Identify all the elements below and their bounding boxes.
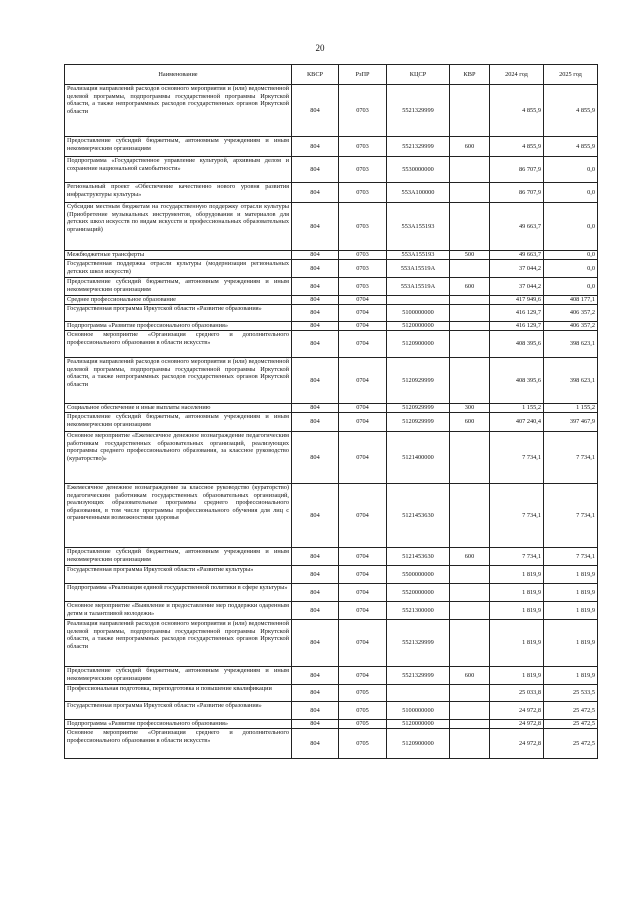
table-cell-2024: 37 044,2 [490,278,544,296]
table-cell-name: Основное мероприятие «Выявление и предоставление мер поддержки одаренным детям и талантливой молодежи» [65,602,292,620]
table-cell-rzpr: 0704 [339,305,387,322]
table-cell-2024: 37 044,2 [490,260,544,278]
table-cell-2024: 416 129,7 [490,305,544,322]
table-cell-rzpr: 0704 [339,322,387,331]
table-cell-kcsr: 553A15519A [387,260,450,278]
table-cell-name: Межбюджетные трансферты [65,251,292,260]
table-cell-kvsr: 804 [292,413,339,432]
table-cell-rzpr: 0704 [339,432,387,484]
table-cell-name: Региональный проект «Обеспечение качественно нового уровня развития инфраструктуры культуры» [65,183,292,203]
table-cell-kvsr: 804 [292,602,339,620]
table-row [65,584,598,602]
table-cell-kvsr: 804 [292,484,339,548]
table-cell-name: Основное мероприятие «Организация среднего и дополнительного профессионального образования в области искусств» [65,729,292,759]
table-cell-rzpr: 0703 [339,278,387,296]
table-cell-kvr [450,729,490,759]
table-cell-2025: 0,0 [544,260,598,278]
table-cell-2024: 86 707,9 [490,157,544,183]
table-row [65,331,598,358]
table-cell-name: Государственная программа Иркутской области «Развитие образования» [65,702,292,720]
table-cell-2024: 25 033,8 [490,685,544,702]
table-cell-rzpr: 0704 [339,584,387,602]
table-cell-name: Государственная программа Иркутской области «Развитие культуры» [65,566,292,584]
table-cell-2024: 1 155,2 [490,404,544,413]
table-cell-kvr [450,685,490,702]
table-cell-kvr: 600 [450,137,490,157]
table-cell-kcsr: 5120929999 [387,404,450,413]
table-header-row [65,65,598,85]
table-cell-kvsr: 804 [292,183,339,203]
table-cell-kvr [450,484,490,548]
table-cell-rzpr: 0704 [339,331,387,358]
table-cell-kvsr: 804 [292,584,339,602]
table-cell-kcsr: 553A15519A [387,278,450,296]
table-cell-kvr: 300 [450,404,490,413]
table-cell-kvsr: 804 [292,157,339,183]
table-cell-kcsr: 5521300000 [387,602,450,620]
table-cell-name: Предоставление субсидий бюджетным, автономным учреждениям и иным некоммерческим организациям [65,548,292,566]
table-row [65,620,598,667]
table-cell-2024: 49 663,7 [490,251,544,260]
table-cell-rzpr: 0703 [339,157,387,183]
table-cell-kcsr: 5100000000 [387,305,450,322]
table-row [65,548,598,566]
table-cell-kcsr [387,685,450,702]
table-cell-kvsr: 804 [292,296,339,305]
table-cell-2025: 25 472,5 [544,720,598,729]
table-cell-2024: 1 819,9 [490,667,544,685]
table-cell-kcsr: 5521329999 [387,85,450,137]
table-cell-rzpr: 0703 [339,137,387,157]
table-cell-kvsr: 804 [292,729,339,759]
table-cell-2025: 397 467,9 [544,413,598,432]
table-row [65,685,598,702]
table-cell-2025: 398 623,1 [544,358,598,404]
table-cell-kvsr: 804 [292,702,339,720]
table-row [65,251,598,260]
table-cell-2024: 7 734,1 [490,548,544,566]
table-row [65,260,598,278]
table-cell-kcsr: 5500000000 [387,566,450,584]
table-cell-2024: 1 819,9 [490,620,544,667]
table-cell-2025: 1 819,9 [544,584,598,602]
table-cell-kvsr: 804 [292,251,339,260]
table-cell-2024: 86 707,9 [490,183,544,203]
table-cell-2025: 0,0 [544,278,598,296]
table-cell-kcsr: 5521329999 [387,620,450,667]
table-cell-kcsr: 5121453630 [387,484,450,548]
table-cell-kcsr: 5120000000 [387,322,450,331]
table-row [65,322,598,331]
table-cell-2025: 1 819,9 [544,667,598,685]
table-cell-kcsr: 5521329999 [387,137,450,157]
column-header-kcsr: КЦСР [387,65,450,85]
table-cell-kvsr: 804 [292,685,339,702]
table-cell-name: Предоставление субсидий бюджетным, автономным учреждениям и иным некоммерческим организациям [65,137,292,157]
table-cell-kcsr: 5120900000 [387,729,450,759]
table-cell-kvsr: 804 [292,667,339,685]
table-cell-kcsr: 5100000000 [387,702,450,720]
table-cell-rzpr: 0704 [339,602,387,620]
table-cell-2024: 1 819,9 [490,584,544,602]
table-cell-kvr: 500 [450,251,490,260]
table-cell-kvr [450,331,490,358]
table-cell-2025: 4 855,9 [544,137,598,157]
table-cell-rzpr: 0704 [339,548,387,566]
table-cell-2025: 25 472,5 [544,729,598,759]
table-cell-kcsr: 5521329999 [387,667,450,685]
table-row [65,358,598,404]
table-cell-kvsr: 804 [292,260,339,278]
table-cell-kvr [450,566,490,584]
table-cell-kcsr: 5120929999 [387,413,450,432]
table-cell-kcsr: 5530000000 [387,157,450,183]
table-cell-2024: 49 663,7 [490,203,544,251]
table-row [65,157,598,183]
table-cell-rzpr: 0704 [339,620,387,667]
table-cell-kvsr: 804 [292,358,339,404]
table-body [65,85,598,759]
table-cell-name: Государственная программа Иркутской области «Развитие образования» [65,305,292,322]
table-cell-kvr: 600 [450,413,490,432]
table-cell-kvr [450,602,490,620]
table-row [65,296,598,305]
table-row [65,85,598,137]
table-cell-2025: 0,0 [544,157,598,183]
table-cell-rzpr: 0704 [339,296,387,305]
table-cell-rzpr: 0705 [339,720,387,729]
table-cell-kvsr: 804 [292,203,339,251]
table-cell-name: Подпрограмма «Развитие профессионального образования» [65,322,292,331]
budget-table [64,64,598,759]
table-cell-kcsr: 5121453630 [387,548,450,566]
table-cell-2025: 408 177,1 [544,296,598,305]
table-cell-2025: 406 357,2 [544,322,598,331]
table-cell-kvr [450,203,490,251]
table-cell-kvsr: 804 [292,305,339,322]
table-cell-name: Предоставление субсидий бюджетным, автономным учреждениям и иным некоммерческим организациям [65,667,292,685]
table-cell-2024: 7 734,1 [490,484,544,548]
table-row [65,278,598,296]
table-cell-2024: 408 395,6 [490,331,544,358]
table-cell-name: Профессиональная подготовка, переподготовка и повышение квалификации [65,685,292,702]
table-cell-kvsr: 804 [292,322,339,331]
table-cell-rzpr: 0703 [339,251,387,260]
table-cell-rzpr: 0704 [339,566,387,584]
table-cell-2025: 1 819,9 [544,620,598,667]
table-cell-name: Предоставление субсидий бюджетным, автономным учреждениям и иным некоммерческим организациям [65,278,292,296]
table-cell-2025: 25 533,5 [544,685,598,702]
table-cell-kvr: 600 [450,548,490,566]
table-cell-2025: 406 357,2 [544,305,598,322]
table-cell-kcsr [387,296,450,305]
table-cell-2024: 7 734,1 [490,432,544,484]
table-cell-name: Основное мероприятие «Ежемесячное денежное вознаграждение педагогическим работникам государственных образовательных организаций, реализующих программы среднего профессионального образования, за классное руководство (кураторство)» [65,432,292,484]
table-cell-rzpr: 0703 [339,203,387,251]
table-cell-2025: 7 734,1 [544,484,598,548]
table-cell-kvr [450,296,490,305]
table-row [65,602,598,620]
table-row [65,702,598,720]
table-cell-name: Субсидии местным бюджетам на государственную поддержку отрасли культуры (Приобретение музыкальных инструментов, оборудования и материалов для детских школ искусств по видам искусств и профессиональных образовательных организаций) [65,203,292,251]
column-header-rzpr: РзПР [339,65,387,85]
table-cell-2025: 7 734,1 [544,432,598,484]
column-header-2025: 2025 год [544,65,598,85]
table-cell-2024: 408 395,6 [490,358,544,404]
table-cell-rzpr: 0704 [339,404,387,413]
table-cell-kvsr: 804 [292,331,339,358]
table-cell-rzpr: 0705 [339,685,387,702]
table-cell-name: Реализация направлений расходов основного мероприятия и (или) ведомственной целевой программы, подпрограммы государственной программы Иркутской области, а также непрограммных расходов государственных органов Иркутской области [65,85,292,137]
table-cell-2025: 1 155,2 [544,404,598,413]
table-row [65,305,598,322]
table-row [65,203,598,251]
table-cell-2024: 407 240,4 [490,413,544,432]
table-cell-2025: 0,0 [544,251,598,260]
table-row [65,566,598,584]
table-cell-rzpr: 0704 [339,413,387,432]
table-cell-kvr [450,85,490,137]
table-cell-kvr [450,305,490,322]
table-cell-name: Среднее профессиональное образование [65,296,292,305]
table-cell-rzpr: 0703 [339,85,387,137]
table-cell-kvsr: 804 [292,432,339,484]
column-header-2024: 2024 год [490,65,544,85]
column-header-kvr: КВР [450,65,490,85]
table-cell-kvsr: 804 [292,720,339,729]
table-cell-kvr: 600 [450,278,490,296]
table-cell-kvr: 600 [450,667,490,685]
page-number: 20 [315,43,325,53]
table-cell-kvsr: 804 [292,620,339,667]
table-cell-name: Подпрограмма «Развитие профессионального образования» [65,720,292,729]
table-cell-2024: 24 972,8 [490,729,544,759]
table-cell-rzpr: 0705 [339,702,387,720]
table-cell-kvr [450,322,490,331]
table-cell-kcsr: 5120000000 [387,720,450,729]
table-cell-name: Основное мероприятие «Организация среднего и дополнительного профессионального образования в области искусств» [65,331,292,358]
table-cell-kvr [450,720,490,729]
table-row [65,729,598,759]
table-cell-rzpr: 0705 [339,729,387,759]
table-row [65,667,598,685]
table-cell-name: Подпрограмма «Реализация единой государственной политики в сфере культуры» [65,584,292,602]
table-cell-2025: 0,0 [544,183,598,203]
table-cell-kvr [450,620,490,667]
table-cell-name: Ежемесячное денежное вознаграждение за классное руководство (кураторство) педагогическим работникам государственных образовательных организаций, реализующих образовательные программы среднего профессионального образования, в том числе программы профессионального обучения для лиц с ограниченными возможностями здоровья [65,484,292,548]
table-cell-kcsr: 553A155193 [387,251,450,260]
table-cell-name: Реализация направлений расходов основного мероприятия и (или) ведомственной целевой программы, подпрограммы государственной программы Иркутской области, а также непрограммных расходов государственных органов Иркутской области [65,358,292,404]
table-cell-kvsr: 804 [292,566,339,584]
table-cell-rzpr: 0704 [339,667,387,685]
table-cell-2025: 4 855,9 [544,85,598,137]
table-row [65,484,598,548]
table-cell-2024: 1 819,9 [490,602,544,620]
table-cell-2025: 7 734,1 [544,548,598,566]
table-cell-kvsr: 804 [292,85,339,137]
table-cell-2025: 398 623,1 [544,331,598,358]
table-cell-2024: 416 129,7 [490,322,544,331]
table-cell-name: Социальное обеспечение и иные выплаты населению [65,404,292,413]
table-cell-kvr [450,260,490,278]
table-cell-kcsr: 5121400000 [387,432,450,484]
table-cell-kvr [450,584,490,602]
table-cell-2024: 4 855,9 [490,137,544,157]
table-cell-kcsr: 553A100000 [387,183,450,203]
table-cell-name: Реализация направлений расходов основного мероприятия и (или) ведомственной целевой программы, подпрограммы государственной программы Иркутской области, а также непрограммных расходов государственных органов Иркутской области [65,620,292,667]
table-cell-name: Государственная поддержка отрасли культуры (модернизация региональных детских школ искусств) [65,260,292,278]
table-row [65,432,598,484]
column-header-kvsr: КВСР [292,65,339,85]
table-row [65,137,598,157]
table-cell-2024: 1 819,9 [490,566,544,584]
table-cell-name: Подпрограмма «Государственное управление культурой, архивным делом и сохранение национальной самобытности» [65,157,292,183]
table-cell-rzpr: 0704 [339,484,387,548]
column-header-name: Наименование [65,65,292,85]
table-cell-name: Предоставление субсидий бюджетным, автономным учреждениям и иным некоммерческим организациям [65,413,292,432]
table-cell-kvr [450,358,490,404]
table-cell-2025: 1 819,9 [544,566,598,584]
table-cell-kvsr: 804 [292,404,339,413]
table-cell-kvr [450,432,490,484]
table-cell-kvsr: 804 [292,278,339,296]
table-cell-rzpr: 0703 [339,183,387,203]
table-cell-kcsr: 5520000000 [387,584,450,602]
table-cell-kcsr: 5120929999 [387,358,450,404]
table-cell-kvr [450,157,490,183]
table-cell-kvr [450,183,490,203]
table-row [65,413,598,432]
table-row [65,183,598,203]
table-cell-kvsr: 804 [292,137,339,157]
table-cell-2025: 0,0 [544,203,598,251]
table-cell-kvsr: 804 [292,548,339,566]
table-cell-2024: 4 855,9 [490,85,544,137]
table-cell-kvr [450,702,490,720]
table-row [65,404,598,413]
table-cell-2025: 25 472,5 [544,702,598,720]
table-cell-2024: 24 972,8 [490,720,544,729]
table-cell-kcsr: 5120900000 [387,331,450,358]
table-cell-rzpr: 0703 [339,260,387,278]
table-row [65,720,598,729]
table-cell-kcsr: 553A155193 [387,203,450,251]
table-cell-rzpr: 0704 [339,358,387,404]
table-cell-2024: 24 972,8 [490,702,544,720]
table-cell-2024: 417 949,6 [490,296,544,305]
table-cell-2025: 1 819,9 [544,602,598,620]
